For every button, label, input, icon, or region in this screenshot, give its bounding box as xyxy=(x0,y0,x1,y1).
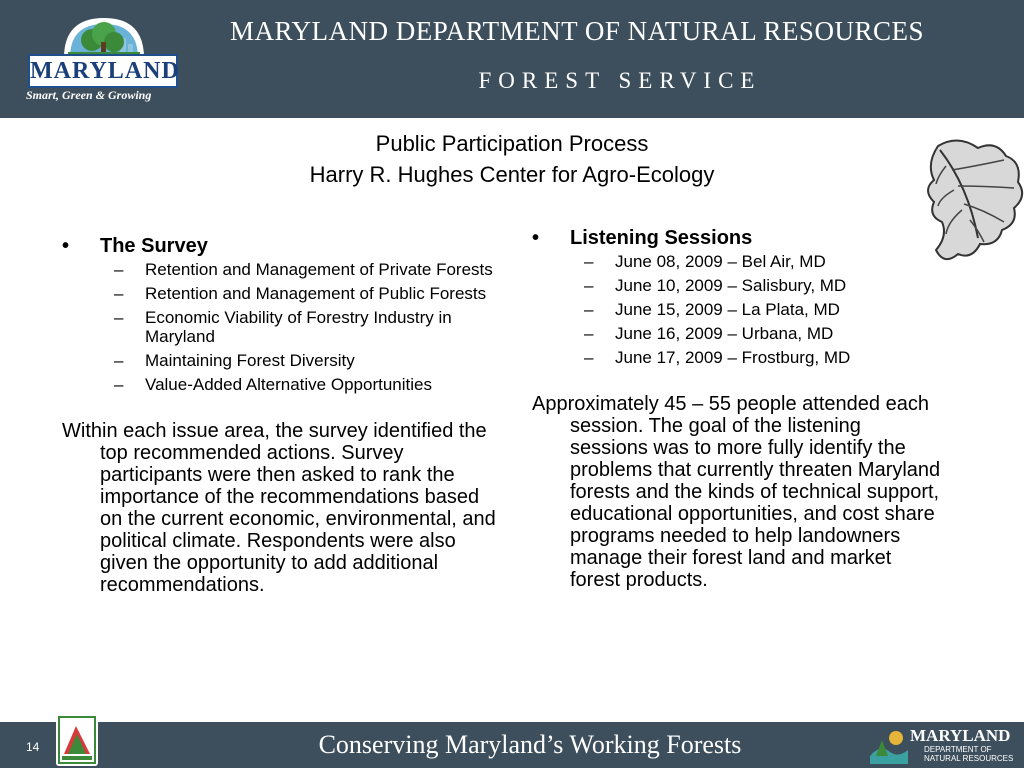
footer-bar xyxy=(0,722,1024,768)
list-item-text: Retention and Management of Private Forests xyxy=(145,260,493,279)
survey-topics-list xyxy=(62,260,502,394)
list-item-text: June 08, 2009 – Bel Air, MD xyxy=(615,252,826,271)
survey-heading-text: The Survey xyxy=(100,235,208,257)
sessions-heading-text: Listening Sessions xyxy=(570,227,753,249)
list-item-text: June 15, 2009 – La Plata, MD xyxy=(615,300,840,319)
sessions-heading xyxy=(532,226,942,250)
dnr-logo xyxy=(866,726,1016,766)
dash-icon: – xyxy=(114,351,124,370)
survey-paragraph: Within each issue area, the survey identified the top recommended actions. Survey participants were then asked to rank the importance of the recommendations based on the current economic, environmental, and political climate. Respondents were also given the opportunity to add additional recommendations. xyxy=(62,420,496,596)
survey-heading xyxy=(62,234,502,258)
agency-name: MARYLAND DEPARTMENT OF NATURAL RESOURCES xyxy=(230,16,924,46)
list-item xyxy=(62,375,502,394)
dash-icon: – xyxy=(584,300,594,319)
dash-icon: – xyxy=(114,308,124,327)
maryland-logo xyxy=(24,14,184,106)
title-line-2: Harry R. Hughes Center for Agro-Ecology xyxy=(309,162,715,187)
list-item-text: Value-Added Alternative Opportunities xyxy=(145,375,432,394)
footer-slogan: Conserving Maryland’s Working Forests xyxy=(318,730,742,759)
forest-badge-icon xyxy=(56,714,98,766)
dash-icon: – xyxy=(114,260,124,279)
sessions-paragraph: Approximately 45 – 55 people attended each session. The goal of the listening sessions was to more fully identify the problems that currently threaten Maryland forests and the kinds of technical support, educational opportunities, and cost share programs needed to help landowners manage their forest land and market forest products. xyxy=(532,393,941,591)
bullet-icon: • xyxy=(62,235,70,257)
dnr-subtitle xyxy=(924,745,1013,763)
list-item xyxy=(532,300,942,319)
list-item xyxy=(62,284,502,303)
list-item-text: Maintaining Forest Diversity xyxy=(145,351,355,370)
list-item xyxy=(532,252,942,271)
dnr-name: MARYLAND xyxy=(910,726,1011,745)
list-item-text: Retention and Management of Public Forests xyxy=(145,284,487,303)
list-item-text: June 16, 2009 – Urbana, MD xyxy=(615,324,834,343)
logo-wordmark xyxy=(28,54,178,88)
header-banner xyxy=(0,0,1024,118)
service-name: FOREST SERVICE xyxy=(478,68,762,93)
page-number: 14 xyxy=(26,740,40,754)
bullet-icon: • xyxy=(532,227,540,249)
slide-title xyxy=(262,128,762,190)
survey-column xyxy=(62,234,502,596)
list-item xyxy=(532,276,942,295)
list-item xyxy=(62,260,502,279)
logo-tagline: Smart, Green & Growing xyxy=(26,88,152,102)
list-item xyxy=(532,324,942,343)
list-item xyxy=(62,351,502,370)
listening-sessions-column xyxy=(532,226,942,591)
list-item xyxy=(62,308,502,346)
logo-word-text: MARYLAND xyxy=(30,58,180,84)
list-item-text: Economic Viability of Forestry Industry in Maryland xyxy=(145,308,452,346)
list-item-text: June 17, 2009 – Frostburg, MD xyxy=(615,348,851,367)
dnr-emblem-icon xyxy=(866,726,910,766)
dnr-sub-line-2: NATURAL RESOURCES xyxy=(924,754,1014,763)
list-item xyxy=(532,348,942,367)
dash-icon: – xyxy=(584,324,594,343)
dnr-sub-line-1: DEPARTMENT OF xyxy=(924,745,992,754)
dash-icon: – xyxy=(584,276,594,295)
dash-icon: – xyxy=(584,348,594,367)
dash-icon: – xyxy=(114,375,124,394)
sessions-list xyxy=(532,252,942,367)
dash-icon: – xyxy=(114,284,124,303)
title-line-1: Public Participation Process xyxy=(375,131,649,156)
dash-icon: – xyxy=(584,252,594,271)
list-item-text: June 10, 2009 – Salisbury, MD xyxy=(615,276,847,295)
